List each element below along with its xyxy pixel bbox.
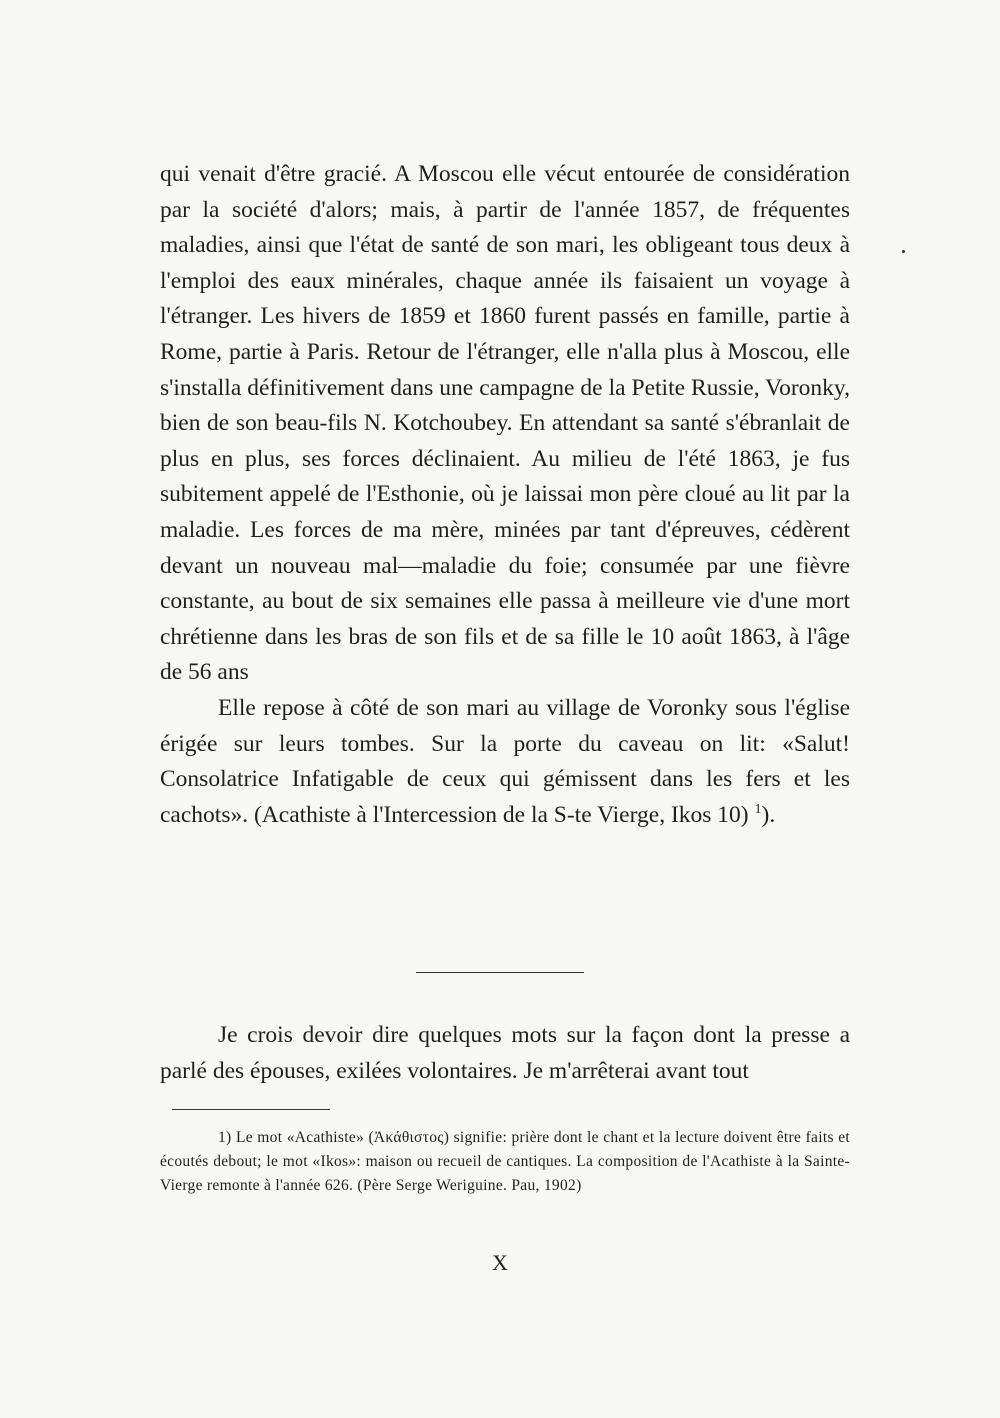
ink-speck [902, 250, 905, 253]
footnote-text: Le mot «Acathiste» (Ἀκάθιστος) signifie: prière dont le chant et la lecture doivent être faits et écoutés debout; le mot «Ikos»: maison ou recueil de cantiques. La composition de l'Acathiste à la Sainte-Vierge remonte à l'année 626. (Père Serge Weriguine. Pau, 1902) [160, 1129, 850, 1194]
paragraph-press: Je crois devoir dire quelques mots sur la façon dont la presse a parlé des épouses, exilées volontaires. Je m'arrêterai avant tout [160, 1022, 850, 1084]
footnote [160, 1126, 850, 1198]
main-text-block [160, 157, 850, 833]
footnote-rule [172, 1109, 330, 1110]
footnote-marker: 1) [218, 1129, 232, 1146]
section-text-block [160, 1018, 850, 1089]
section-separator [416, 972, 584, 973]
paragraph-continued: qui venait d'être gracié. A Moscou elle vécut entourée de considération par la société d'alors; mais, à partir de l'année 1857, de fréquentes maladies, ainsi que l'état de santé de son mari, les obligeant tous deux à l'emploi des eaux minérales, chaque année ils faisaient un voyage à l'étranger. Les hivers de 1859 et 1860 furent passés en famille, partie à Rome, partie à Paris. Retour de l'étranger, elle n'alla plus à Moscou, elle s'installa définitivement dans une campagne de la Petite Russie, Voronky, bien de son beau-fils N. Kotchoubey. En attendant sa santé s'ébranlait de plus en plus, ses forces déclinaient. Au milieu de l'été 1863, je fus subitement appelé de l'Esthonie, où je laissai mon père cloué au lit par la maladie. Les forces de ma mère, minées par tant d'épreuves, cédèrent devant un nouveau mal—maladie du foie; consumée par une fièvre constante, au bout de six semaines elle passa à meilleure vie d'une mort chrétienne dans les bras de son fils et de sa fille le 10 août 1863, à l'âge de 56 ans [160, 161, 850, 686]
paragraph-grave [160, 691, 850, 833]
paragraph-grave-end: ). [761, 801, 776, 828]
footnote-reference[interactable]: 1 [754, 800, 762, 817]
paragraph-grave-text: Elle repose à côté de son mari au village de Voronky sous l'église érigée sur leurs tombes. Sur la porte du caveau on lit: «Salut! Consolatrice Infatigable de ceux qui gémissent dans les fers et les cachots». (Acathiste à l'Intercession de la S-te Vierge, Ikos 10) [160, 694, 850, 828]
page-number: X [492, 1250, 508, 1275]
